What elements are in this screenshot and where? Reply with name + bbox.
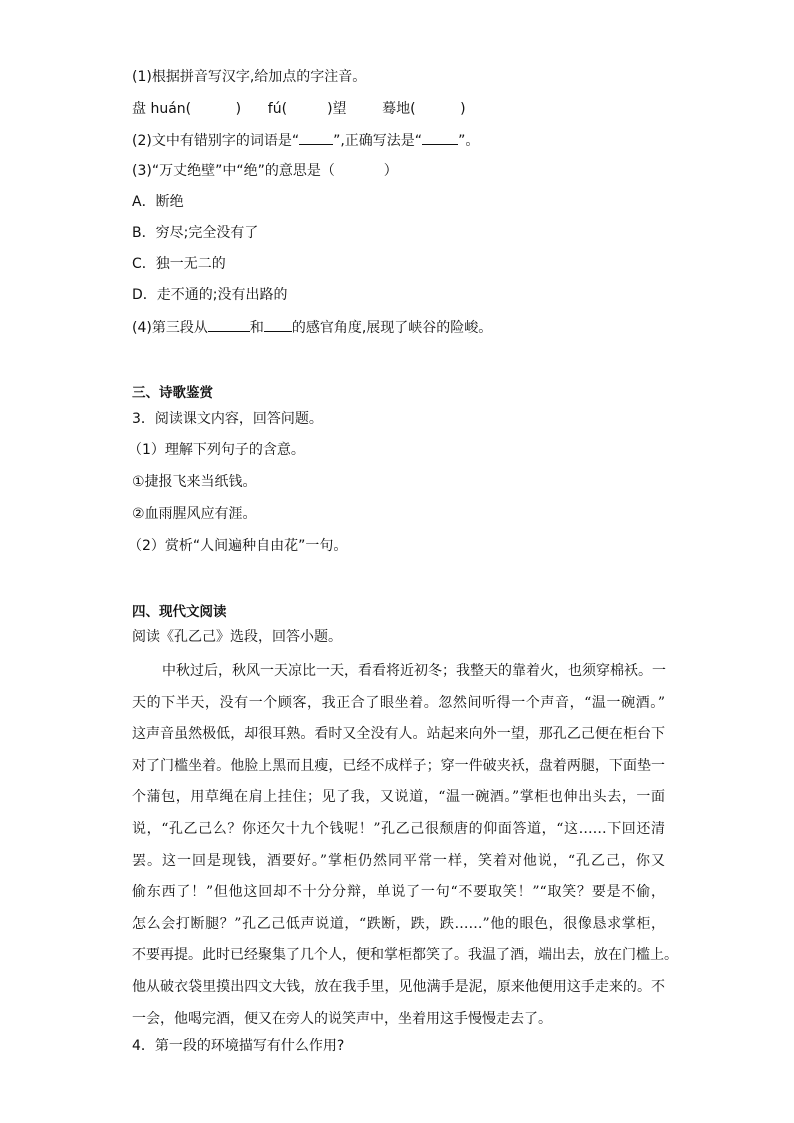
reading-passage — [132, 662, 678, 1041]
answer-blank[interactable] — [422, 131, 458, 145]
section-heading-poetry: 三、诗歌鉴赏 — [132, 385, 213, 401]
q2-sub4-text-c: 的感官角度,展现了峡谷的险峻。 — [291, 320, 493, 336]
q2-pinyin-row: 盘 huán( ) fú( )望 蓦地( ) — [132, 101, 466, 117]
q4-prompt: 4．第一段的环境描写有什么作用? — [132, 1038, 345, 1054]
q3-item1: ①捷报飞来当纸钱。 — [132, 474, 257, 490]
q3-sub2: （2）赏析“人间遍种自由花”一句。 — [128, 538, 348, 554]
q3-prompt: 3．阅读课文内容，回答问题。 — [132, 411, 323, 427]
q2-option-d: D．走不通的;没有出路的 — [132, 287, 288, 303]
section-heading-modern-reading: 四、现代文阅读 — [132, 604, 227, 620]
q2-sub4-text-b: 和 — [249, 320, 264, 336]
q2-sub4-text-a: (4)第三段从 — [132, 320, 208, 336]
q2-sub2 — [132, 131, 479, 150]
q3-sub1: （1）理解下列句子的含意。 — [128, 442, 305, 458]
q2-option-a: A．断绝 — [132, 194, 184, 210]
q2-sub2-text-b: ”,正确写法是“ — [333, 133, 423, 149]
passage-line: 怎么会打断腿？”孔乙己低声说道，“跌断，跌，跌……”他的眼色，很像恳求掌柜， — [132, 915, 665, 932]
passage-line: 中秋过后，秋风一天凉比一天，看看将近初冬；我整天的靠着火，也须穿棉袄。一 — [162, 663, 666, 679]
passage-line: 一会，他喝完酒，便又在旁人的说笑声中，坐着用这手慢慢走去了。 — [132, 1010, 552, 1027]
passage-line: 他从破衣袋里摸出四文大钱，放在我手里，见他满手是泥，原来他便用这手走来的。不 — [132, 978, 665, 995]
passage-line: 罢。这一回是现钱，酒要好。”掌柜仍然同平常一样，笑着对他说，“孔乙己，你又 — [132, 852, 665, 869]
answer-blank[interactable] — [208, 318, 250, 332]
q2-sub2-text-c: ”。 — [458, 133, 480, 149]
q2-option-c: C．独一无二的 — [132, 256, 226, 272]
passage-line: 偷东西了！”但他这回却不十分分辩，单说了一句“不要取笑！”“取笑？要是不偷， — [132, 884, 665, 901]
passage-line: 天的下半天，没有一个顾客，我正合了眼坐着。忽然间听得一个声音，“温一碗酒。” — [132, 694, 665, 711]
q2-option-b: B．穷尽;完全没有了 — [132, 225, 259, 241]
passage-line: 个蒲包，用草绳在肩上挂住；见了我，又说道，“温一碗酒。”掌柜也伸出头去，一面 — [132, 789, 665, 806]
answer-blank[interactable] — [264, 318, 292, 332]
q2-sub4 — [132, 318, 492, 337]
answer-blank[interactable] — [299, 131, 333, 145]
passage-line: 说，“孔乙己么？你还欠十九个钱呢！”孔乙己很颓唐的仰面答道，“这……下回还清 — [132, 820, 665, 837]
q2-sub2-text-a: (2)文中有错别字的词语是“ — [132, 133, 300, 149]
q2-sub3: (3)“万丈绝壁”中“绝”的意思是（ ） — [132, 163, 398, 179]
passage-line: 这声音虽然极低，却很耳熟。看时又全没有人。站起来向外一望，那孔乙己便在柜台下 — [132, 726, 665, 743]
passage-line: 不要再提。此时已经聚集了几个人，便和掌柜都笑了。我温了酒，端出去，放在门槛上。 — [132, 947, 678, 964]
passage-line: 对了门槛坐着。他脸上黑而且瘦，已经不成样子；穿一件破夹袄，盘着两腿，下面垫一 — [132, 757, 665, 774]
section4-intro: 阅读《孔乙己》选段，回答小题。 — [132, 629, 342, 645]
q3-item2: ②血雨腥风应有涯。 — [132, 506, 257, 522]
q2-sub1: (1)根据拼音写汉字,给加点的字注音。 — [132, 69, 367, 85]
